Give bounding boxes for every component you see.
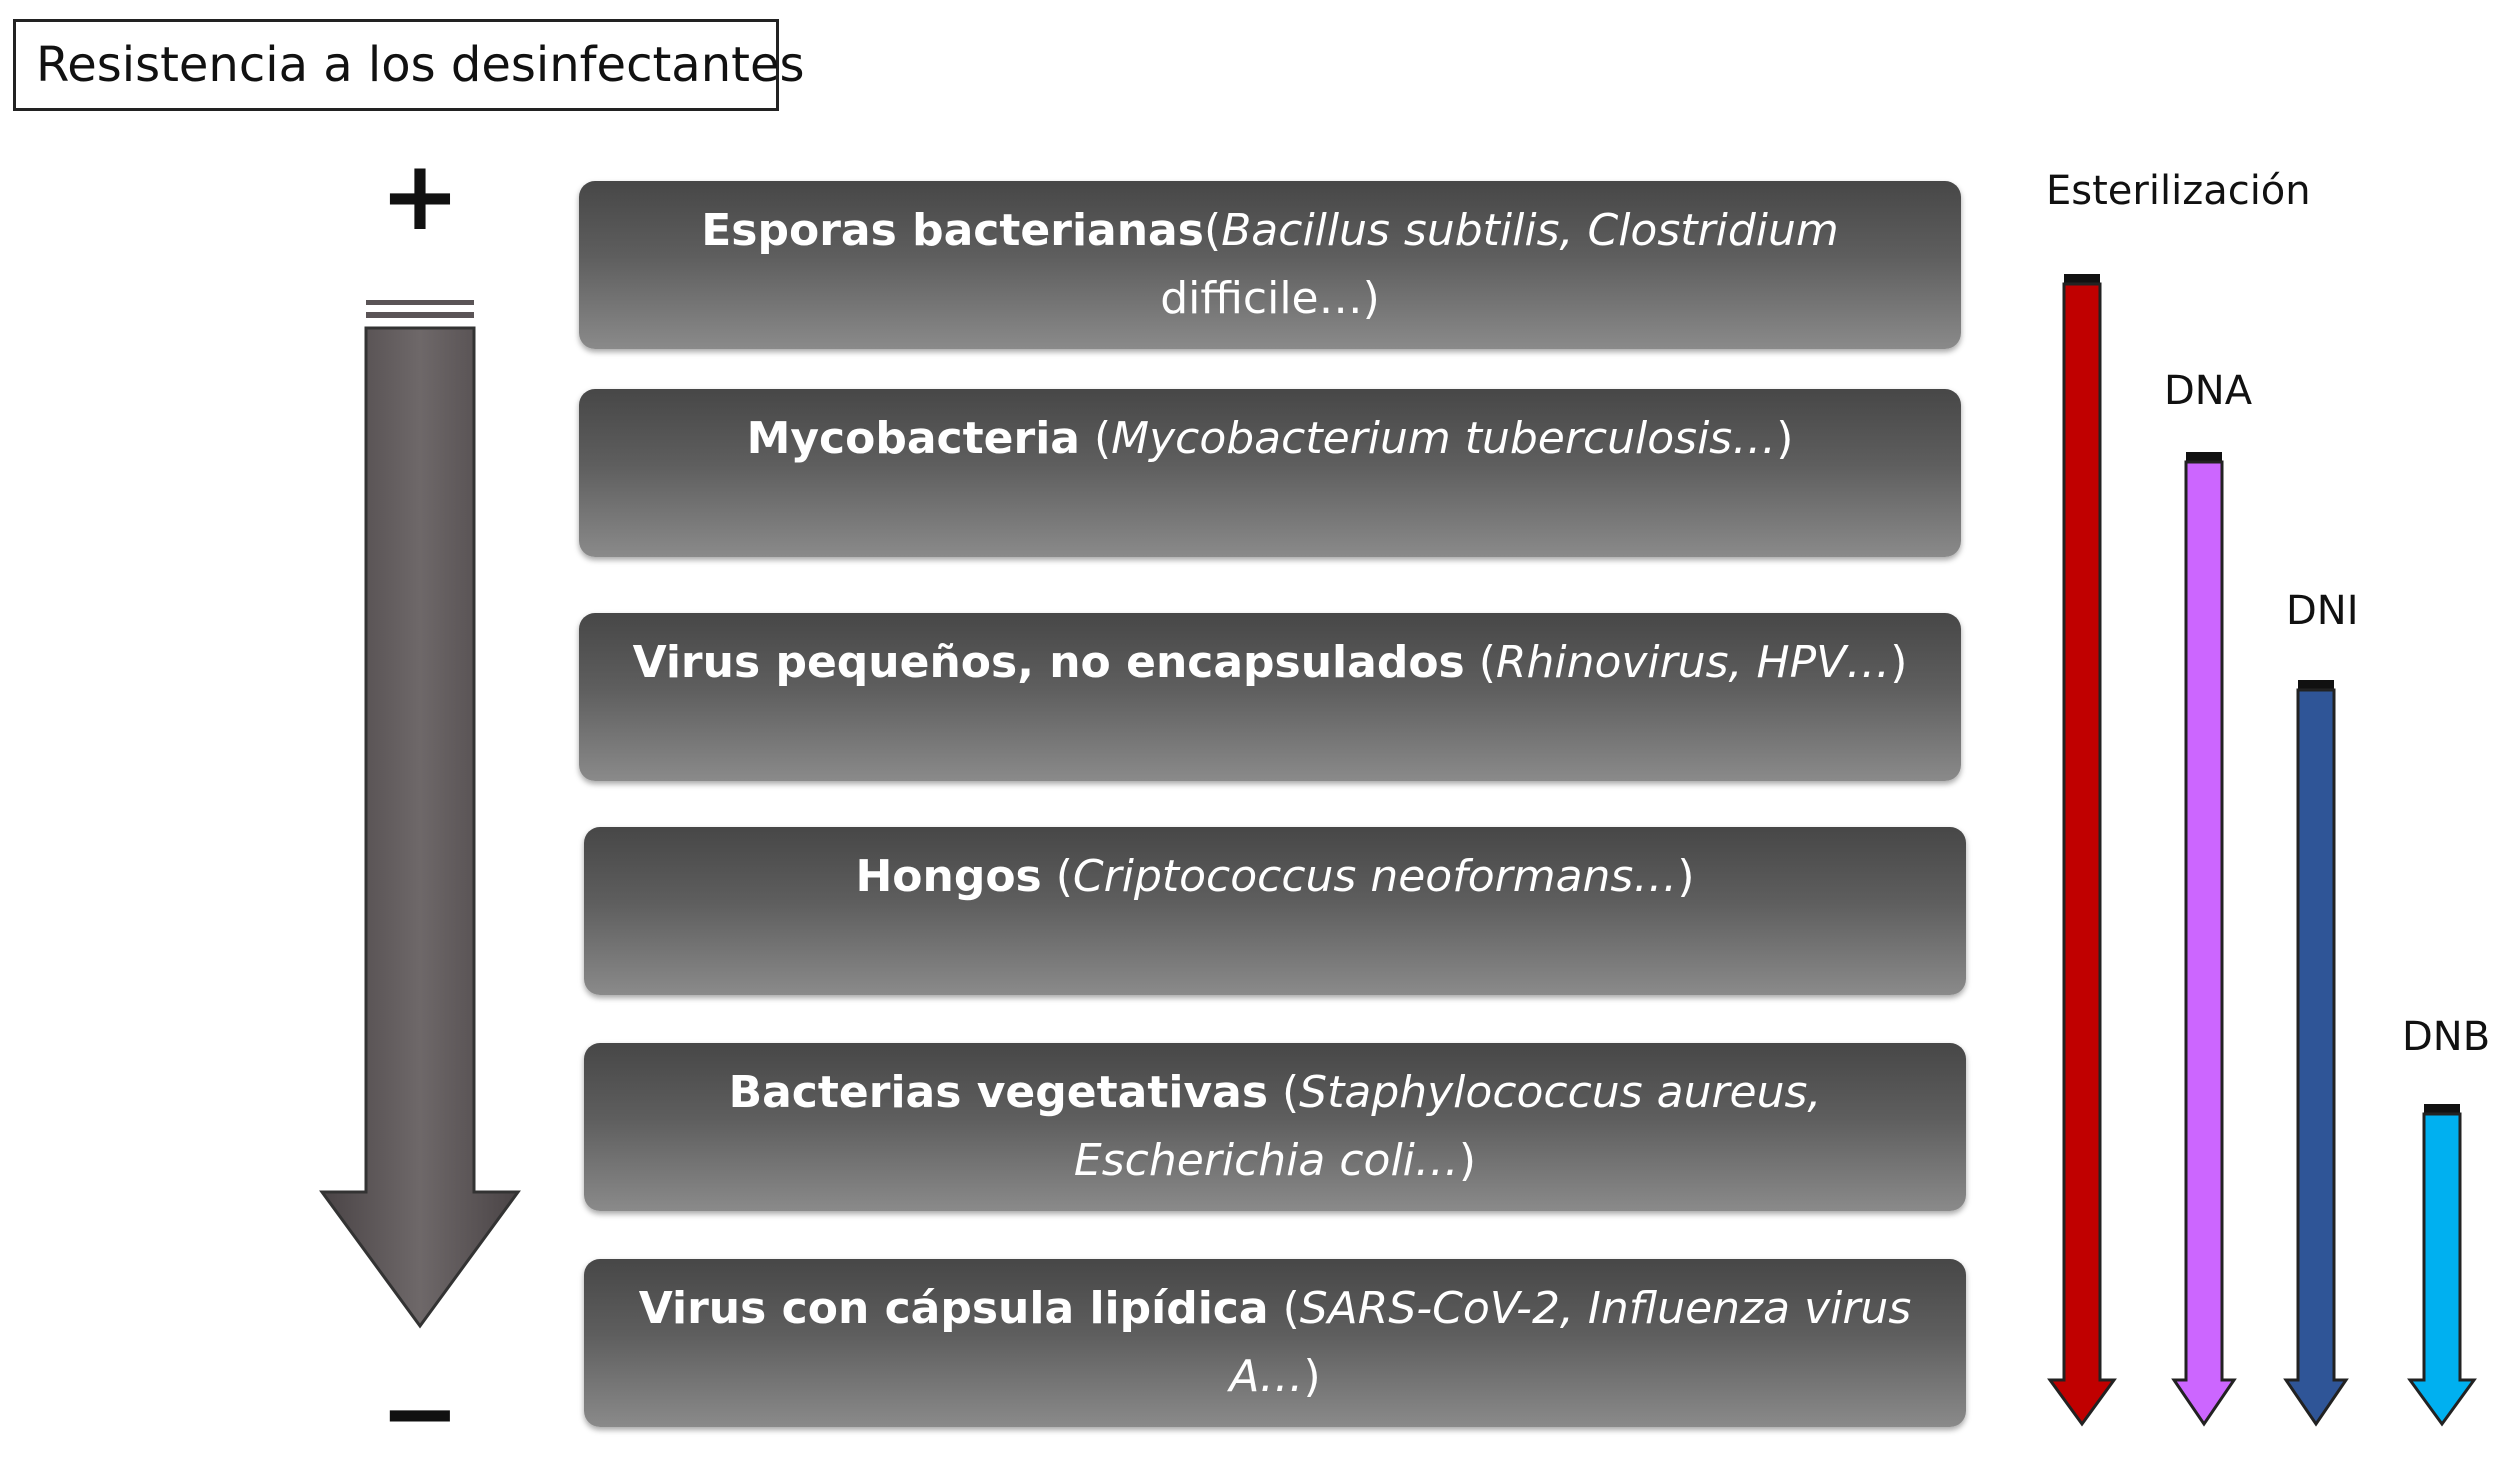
organism-box-bacterias-vegetativas [584, 1043, 1966, 1211]
level-label-dnb: DNB [2402, 1014, 2491, 1060]
resistance-arrow [322, 300, 518, 1326]
organism-examples: Staphylococcus aureus, Escherichia coli… [1073, 1067, 1822, 1186]
organism-open-paren: ( [1203, 205, 1222, 256]
organism-name: Mycobacteria [746, 413, 1080, 464]
organism-close-paren: ) [1362, 273, 1380, 324]
organism-examples: SARS-CoV-2, Influenza virus A… [1229, 1283, 1912, 1402]
organism-close-paren: ) [1458, 1135, 1477, 1186]
organism-name: Virus con cápsula lipídica [638, 1283, 1269, 1334]
organism-examples: Bacillus subtilis, Clostridium [1221, 205, 1839, 256]
organism-box-virus-capsula [584, 1259, 1966, 1427]
level-label-esterilizacion: Esterilización [2046, 168, 2311, 214]
organism-box-mycobacteria [579, 389, 1961, 557]
level-label-dni: DNI [2286, 588, 2359, 634]
organism-examples-tail: difficile… [1160, 273, 1363, 324]
high-resistance-sign: + [379, 140, 461, 252]
diagram-title: Resistencia a los desinfectantes [13, 19, 779, 111]
organism-box-esporas [579, 181, 1961, 349]
organism-close-paren: ) [1776, 413, 1794, 464]
low-resistance-sign: − [379, 1357, 461, 1469]
organism-examples: Rhinovirus, HPV… [1495, 637, 1891, 688]
organism-box-hongos [584, 827, 1966, 995]
organism-close-paren: ) [1890, 637, 1908, 688]
organism-open-paren: ( [1268, 1283, 1300, 1334]
organism-name: Esporas bacterianas [701, 205, 1204, 256]
organism-close-paren: ) [1303, 1351, 1321, 1402]
organism-name: Hongos [855, 851, 1042, 902]
organism-close-paren: ) [1677, 851, 1695, 902]
level-label-dna: DNA [2164, 368, 2253, 414]
level-arrow-dni [2286, 680, 2346, 1424]
organism-open-paren: ( [1079, 413, 1112, 464]
level-arrow-esterilizacion [2050, 274, 2114, 1424]
organism-box-virus-pequenos [579, 613, 1961, 781]
organism-name: Bacterias vegetativas [728, 1067, 1269, 1118]
level-arrow-dna [2174, 452, 2234, 1424]
organism-examples: Criptococcus neoformans… [1072, 851, 1678, 902]
organism-name: Virus pequeños, no encapsulados [632, 637, 1465, 688]
organism-open-paren: ( [1041, 851, 1073, 902]
organism-examples: Mycobacterium tuberculosis… [1111, 413, 1777, 464]
organism-open-paren: ( [1464, 637, 1496, 688]
organism-open-paren: ( [1268, 1067, 1300, 1118]
level-arrow-dnb [2410, 1104, 2474, 1424]
